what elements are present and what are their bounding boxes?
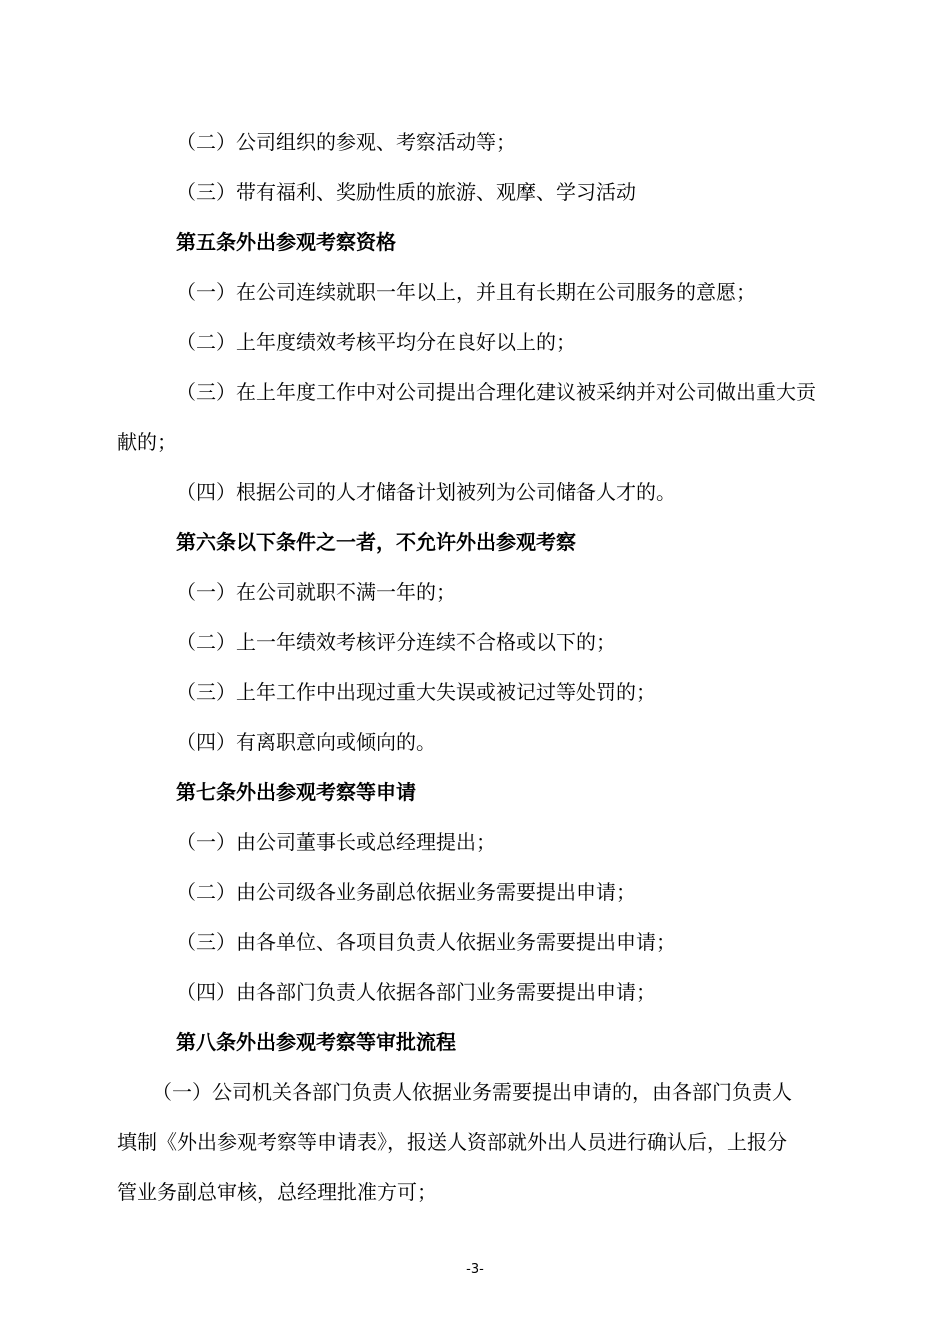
paragraph: （二）上年度绩效考核平均分在良好以上的； bbox=[176, 330, 576, 354]
section-heading: 第七条外出参观考察等申请 bbox=[176, 780, 416, 804]
paragraph: （二）由公司级各业务副总依据业务需要提出申请； bbox=[176, 880, 636, 904]
paragraph: （二）公司组织的参观、考察活动等； bbox=[176, 130, 516, 154]
paragraph: （四）由各部门负责人依据各部门业务需要提出申请； bbox=[176, 980, 656, 1004]
paragraph: 管业务副总审核，总经理批准方可； bbox=[117, 1180, 437, 1204]
paragraph: 填制《外出参观考察等申请表》，报送人资部就外出人员进行确认后，上报分 bbox=[117, 1130, 787, 1154]
paragraph: （一）在公司连续就职一年以上，并且有长期在公司服务的意愿； bbox=[176, 280, 756, 304]
paragraph: （一）由公司董事长或总经理提出； bbox=[176, 830, 496, 854]
paragraph: （三）在上年度工作中对公司提出合理化建议被采纳并对公司做出重大贡 bbox=[176, 380, 816, 404]
paragraph: （一）在公司就职不满一年的； bbox=[176, 580, 456, 604]
paragraph: （三）上年工作中出现过重大失误或被记过等处罚的； bbox=[176, 680, 656, 704]
section-heading: 第八条外出参观考察等审批流程 bbox=[176, 1030, 456, 1054]
section-heading: 第六条以下条件之一者，不允许外出参观考察 bbox=[176, 530, 576, 554]
paragraph: （一）公司机关各部门负责人依据业务需要提出申请的，由各部门负责人 bbox=[152, 1080, 792, 1104]
page-number: -3- bbox=[466, 1262, 484, 1277]
paragraph: 献的； bbox=[117, 430, 177, 454]
paragraph: （三）由各单位、各项目负责人依据业务需要提出申请； bbox=[176, 930, 676, 954]
paragraph: （四）根据公司的人才储备计划被列为公司储备人才的。 bbox=[176, 480, 676, 504]
paragraph: （二）上一年绩效考核评分连续不合格或以下的； bbox=[176, 630, 616, 654]
paragraph: （三）带有福利、奖励性质的旅游、观摩、学习活动 bbox=[176, 180, 636, 204]
section-heading: 第五条外出参观考察资格 bbox=[176, 230, 396, 254]
paragraph: （四）有离职意向或倾向的。 bbox=[176, 730, 436, 754]
